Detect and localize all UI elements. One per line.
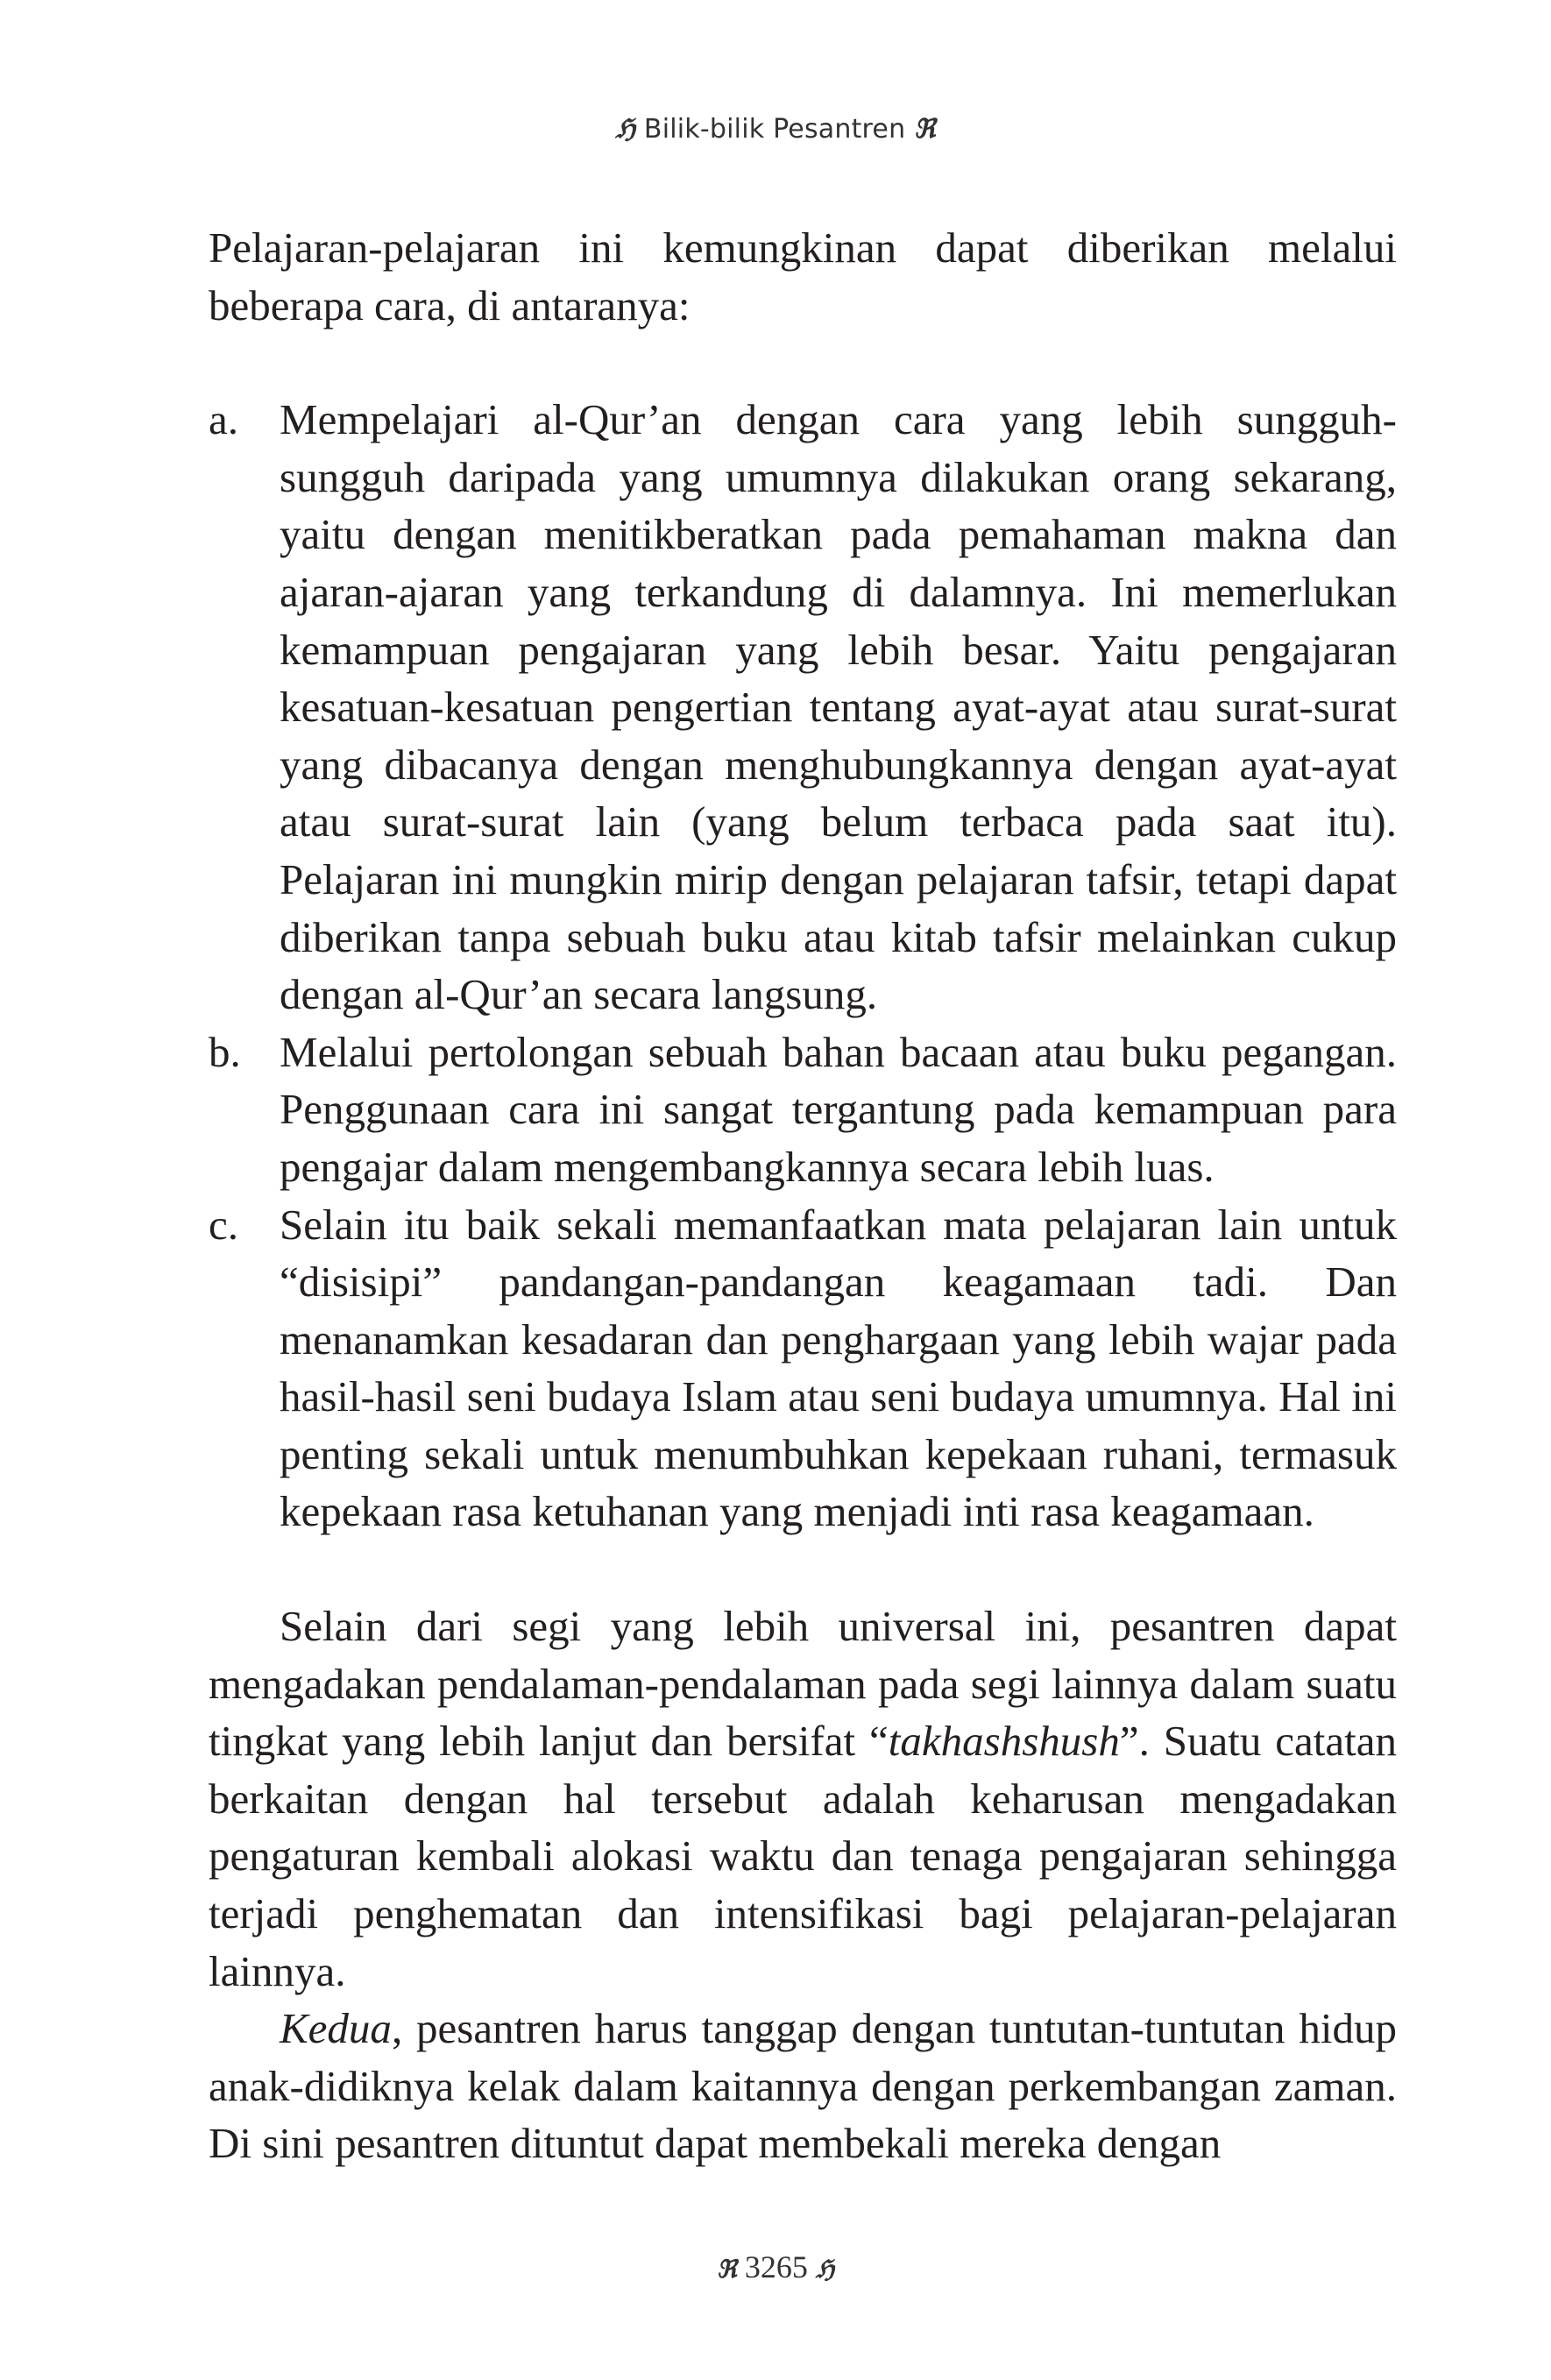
list-item-c — [209, 1196, 1397, 1541]
ornament-right-icon: ℌ — [815, 2255, 834, 2284]
body-paragraph-1 — [209, 1597, 1397, 2000]
page-number: 3265 — [744, 2249, 808, 2284]
method-list — [209, 391, 1397, 1541]
paragraph-text: , pesantren harus tanggap dengan tuntutan-tuntutan hidup anak-didiknya kelak dalam kaitannya dengan perkembangan zaman. Di sini pesantren dituntut dapat membekali mereka dengan — [209, 2004, 1397, 2168]
ornament-left-icon: ℌ — [615, 114, 636, 145]
list-marker: b. — [209, 1027, 241, 1076]
paragraph-text: ”. Suatu catatan berkaitan dengan hal tersebut adalah keharusan mengadakan pengaturan kembali alokasi waktu dan tenaga pengajaran sehingga terjadi penghematan dan intensifikasi bagi pelajaran-pelajaran lainnya. — [209, 1717, 1397, 1995]
ornament-right-icon: ℜ — [914, 114, 936, 145]
list-item-text: Selain itu baik sekali memanfaatkan mata pelajaran lain untuk “disisipi” pandangan-pandangan keagamaan tadi. Dan menanamkan kesadaran dan penghargaan yang lebih wajar pada hasil-hasil seni budaya Islam atau seni budaya umumnya. Hal ini penting sekali untuk menumbuhkan kepekaan ruhani, termasuk kepekaan rasa ketuhanan yang menjadi inti rasa keagamaan. — [280, 1200, 1397, 1536]
ornament-left-icon: ℜ — [717, 2255, 737, 2284]
intro-paragraph: Pelajaran-pelajaran ini kemungkinan dapat diberikan melalui beberapa cara, di antaranya: — [209, 223, 1397, 329]
list-marker: c. — [209, 1200, 238, 1249]
list-item-b — [209, 1024, 1397, 1196]
page-footer — [0, 2249, 1551, 2285]
list-marker: a. — [209, 395, 238, 444]
running-header — [0, 114, 1551, 145]
paragraph-text: Selain dari segi yang lebih universal ini, pesantren dapat mengadakan pendalaman-pendalaman pada segi lainnya dalam suatu tingkat yang lebih lanjut dan bersifat “ — [209, 1602, 1397, 1766]
main-text — [209, 219, 1397, 2172]
italic-term: Kedua — [280, 2004, 392, 2053]
list-item-a — [209, 391, 1397, 1024]
list-item-text: Melalui pertolongan sebuah bahan bacaan atau buku pegangan. Penggunaan cara ini sangat tergantung pada kemampuan para pengajar dalam mengembangkannya secara lebih luas. — [280, 1027, 1397, 1191]
list-item-text: Mempelajari al-Qur’an dengan cara yang lebih sungguh-sungguh daripada yang umumnya dilakukan orang sekarang, yaitu dengan menitikberatkan pada pemahaman makna dan ajaran-ajaran yang terkandung di dalamnya. Ini memerlukan kemampuan pengajaran yang lebih besar. Yaitu pengajaran kesatuan-kesatuan pengertian tentang ayat-ayat atau surat-surat yang dibacanya dengan menghubungkannya dengan ayat-ayat atau surat-surat lain (yang belum terbaca pada saat itu). Pelajaran ini mungkin mirip dengan pelajaran tafsir, tetapi dapat diberikan tanpa sebuah buku atau kitab tafsir melainkan cukup dengan al-Qur’an secara langsung. — [280, 395, 1397, 1019]
body-paragraph-2 — [209, 2000, 1397, 2172]
italic-term: takhashshush — [888, 1717, 1120, 1766]
running-header-title: Bilik-bilik Pesantren — [643, 114, 906, 145]
